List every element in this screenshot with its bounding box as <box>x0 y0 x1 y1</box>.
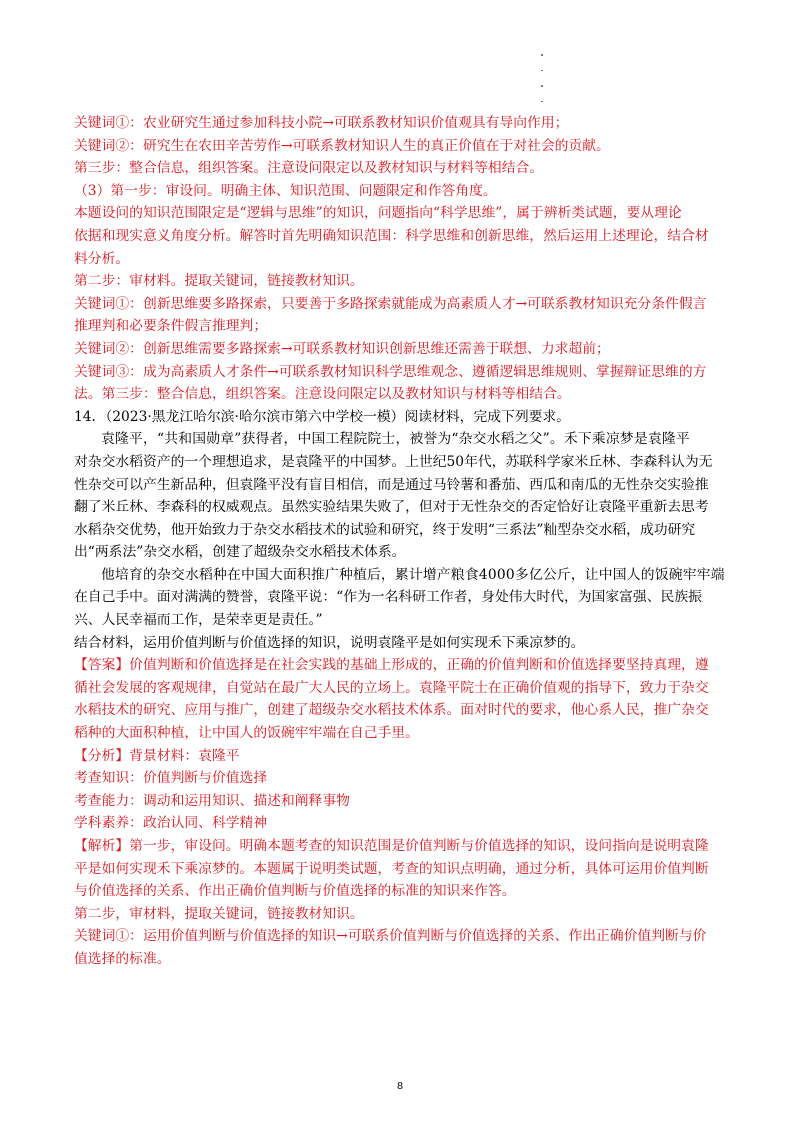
text-line: 关键词②：研究生在农田辛苦劳作→可联系教材知识人生的真正价值在于对社会的贡献。 <box>74 137 610 154</box>
scan-dots <box>541 54 545 116</box>
text-line: 本题设问的知识范围限定是“逻辑与思维”的知识，问题指向“科学思维”，属于辨析类试题，要从理论 <box>74 205 682 222</box>
text-line: 他培育的杂交水稻种在中国大面积推广种植后，累计增产粮食4000多亿公斤，让中国人的饭碗牢牢端 <box>101 566 725 583</box>
text-line: 水稻杂交优势，他开始致力于杂交水稻技术的试验和研究，终于发明“三系法”籼型杂交水稻，成功研究 <box>74 521 696 538</box>
text-line: 第三步：整合信息，组织答案。注意设问限定以及教材知识与材料等相结合。 <box>74 160 544 177</box>
text-line: 关键词①：农业研究生通过参加科技小院→可联系教材知识价值观具有导向作用； <box>74 115 569 131</box>
text-line: 依据和现实意义角度分析。解答时首先明确知识范围：科学思维和创新思维，然后运用上述理论，结合材 <box>74 227 709 244</box>
text-line: 14．（2023·黑龙江哈尔滨·哈尔滨市第六中学校一模）阅读材料，完成下列要求。 <box>74 408 571 425</box>
text-line: 值选择的标准。 <box>74 950 171 967</box>
text-line: 关键词①：创新思维要多路探索，只要善于多路探索就能成为高素质人才→可联系教材知识充分条件假言 <box>74 295 707 312</box>
text-line: 水稻技术的研究、应用与推广，创建了超级杂交水稻技术体系。面对时代的要求，他心系人民，推广杂交 <box>74 702 709 719</box>
text-line: 结合材料，运用价值判断与价值选择的知识，说明袁隆平是如何实现禾下乘凉梦的。 <box>74 634 585 651</box>
text-line: 对杂交水稻资产的一个理想追求，是袁隆平的中国梦。上世纪50年代，苏联科学家米丘林、李森科认为无 <box>74 453 713 470</box>
text-line: 关键词③：成为高素质人才条件→可联系教材知识科学思维观念、遵循逻辑思维规则、掌握辩证思维的方 <box>74 363 707 380</box>
text-line: 【分析】背景材料：袁隆平 <box>74 747 240 764</box>
text-line: 【答案】价值判断和价值选择是在社会实践的基础上形成的，正确的价值判断和价值选择要坚持真理，遵 <box>74 657 709 674</box>
text-line: 出“两系法”杂交水稻，创建了超级杂交水稻技术体系。 <box>74 544 406 561</box>
text-line: 在自己手中。面对满满的赞誉，袁隆平说：“作为一名科研工作者，身处伟大时代，为国家富强、民族振 <box>74 589 702 606</box>
text-line: 第二步：审材料。提取关键词，链接教材知识。 <box>74 273 364 290</box>
page-number: 8 <box>397 1080 403 1092</box>
text-line: 循社会发展的客观规律，自觉站在最广大人民的立场上。袁隆平院士在正确价值观的指导下，致力于杂交 <box>74 679 709 696</box>
text-line: 稻种的大面积种植，让中国人的饭碗牢牢端在自己手里。 <box>74 725 419 742</box>
text-line: 【解析】第一步，审设问。明确本题考查的知识范围是价值判断与价值选择的知识，设问指向是说明袁隆 <box>74 838 709 854</box>
text-line: 料分析。 <box>74 250 130 267</box>
text-line: （3）第一步：审设问。明确主体、知识范围、问题限定和作答角度。 <box>74 182 497 199</box>
text-line: 关键词②：创新思维需要多路探索→可联系教材知识创新思维还需善于联想、力求超前； <box>74 340 610 357</box>
text-line: 性杂交可以产生新品种，但袁隆平没有盲目相信，而是通过马铃薯和番茄、西瓜和南瓜的无性杂交实验推 <box>74 476 709 493</box>
text-line: 学科素养：政治认同、科学精神 <box>74 815 268 832</box>
text-line: 考查能力：调动和运用知识、描述和阐释事物 <box>74 792 350 809</box>
text-line: 袁隆平，“共和国勋章”获得者，中国工程院院士，被誉为“杂交水稻之父”。禾下乘凉梦是袁隆平 <box>101 431 690 448</box>
text-line: 翻了米丘林、李森科的权威观点。虽然实验结果失败了，但对于无性杂交的否定恰好让袁隆平重新去思考 <box>74 499 709 516</box>
text-line: 法。第三步：整合信息，组织答案。注意设问限定以及教材知识与材料等相结合。 <box>74 386 571 403</box>
text-line: 平是如何实现禾下乘凉梦的。本题属于说明类试题，考查的知识点明确，通过分析，具体可运用价值判断 <box>74 860 709 877</box>
text-line: 推理判和必要条件假言推理判； <box>74 318 268 335</box>
text-line: 与价值选择的关系、作出正确价值判断与价值选择的标准的知识来作答。 <box>74 883 516 900</box>
text-line: 考查知识：价值判断与价值选择 <box>74 770 268 787</box>
document-body <box>74 112 736 971</box>
text-line: 兴、人民幸福而工作，是荣幸更是责任。” <box>74 612 323 629</box>
text-line: 关键词①：运用价值判断与价值选择的知识→可联系价值判断与价值选择的关系、作出正确价值判断与价 <box>74 928 707 945</box>
text-line: 第二步，审材料，提取关键词，链接教材知识。 <box>74 905 364 922</box>
